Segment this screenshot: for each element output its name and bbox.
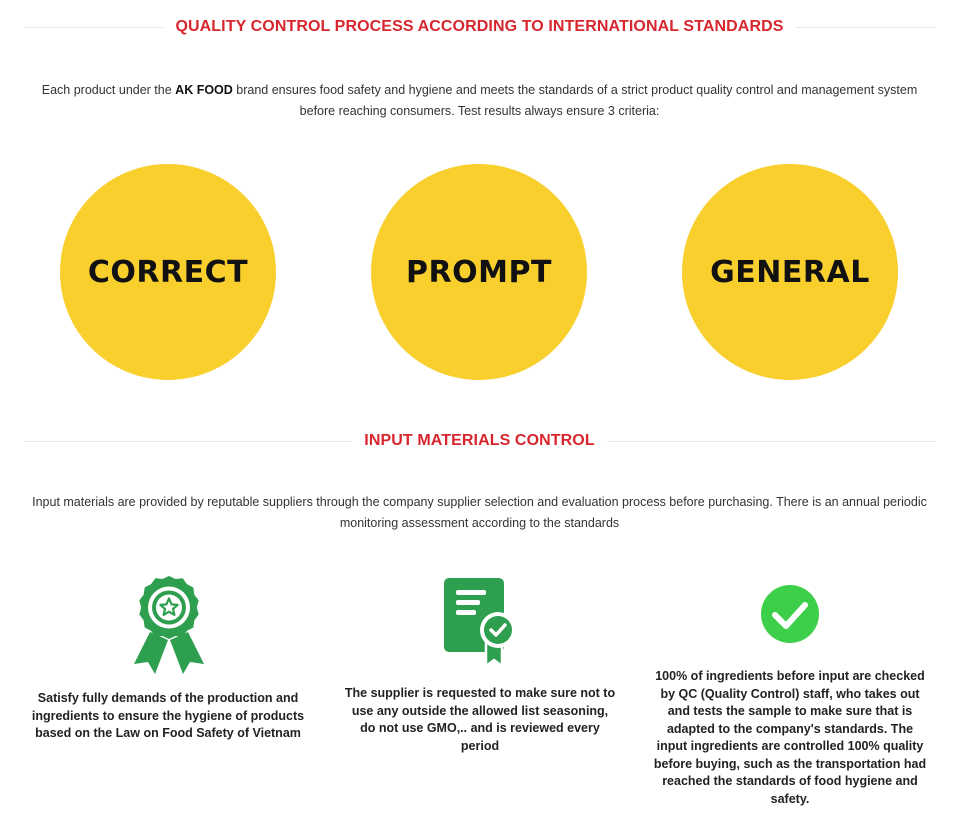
- section-title: INPUT MATERIALS CONTROL: [364, 432, 595, 449]
- quality-section-heading: [24, 18, 935, 36]
- quality-intro: [24, 80, 935, 122]
- intro-text-before: Each product under the: [41, 83, 176, 97]
- feature-text-qc: 100% of ingredients before input are checked by QC (Quality Control) staff, who takes out and tests the sample to make sure that is adapted to the company's standards. The input ingredients are controlled 100% quality before buying, such as the transportation had reached the standards of food hygiene and safety.: [653, 669, 927, 806]
- award-ribbon-icon: [128, 574, 210, 674]
- criterion-label: GENERAL: [710, 254, 870, 290]
- divider: [796, 27, 935, 28]
- criterion-label: CORRECT: [87, 254, 249, 290]
- feature-text-law: Satisfy fully demands of the production and ingredients to ensure the hygiene of products based on the Law on Food Safety of Vietnam: [31, 691, 305, 740]
- criterion-label: PROMPT: [406, 254, 552, 290]
- divider: [24, 27, 163, 28]
- divider: [24, 441, 352, 442]
- section-title: QUALITY CONTROL PROCESS ACCORDING TO INTERNATIONAL STANDARDS: [175, 18, 784, 35]
- input-intro: Input materials are provided by reputable suppliers through the company supplier selection and evaluation process before purchasing. There is an annual periodic monitoring assessment according to the standards: [32, 495, 927, 530]
- feature-text-supplier: The supplier is requested to make sure not to use any outside the allowed list seasoning, do not use GMO,.. and is reviewed every period: [344, 686, 616, 753]
- intro-text-after: brand ensures food safety and hygiene and meets the standards of a strict product quality control and management system before reaching consumers. Test results always ensure 3 criteria:: [232, 83, 918, 118]
- check-circle-icon: [760, 584, 820, 644]
- certificate-document-icon: [442, 576, 518, 668]
- criterion-prompt: [371, 164, 587, 380]
- criterion-general: [682, 164, 898, 380]
- divider: [607, 441, 935, 442]
- criterion-correct: [60, 164, 276, 380]
- input-section-heading: [24, 432, 935, 450]
- brand-name: AK FOOD: [175, 83, 233, 97]
